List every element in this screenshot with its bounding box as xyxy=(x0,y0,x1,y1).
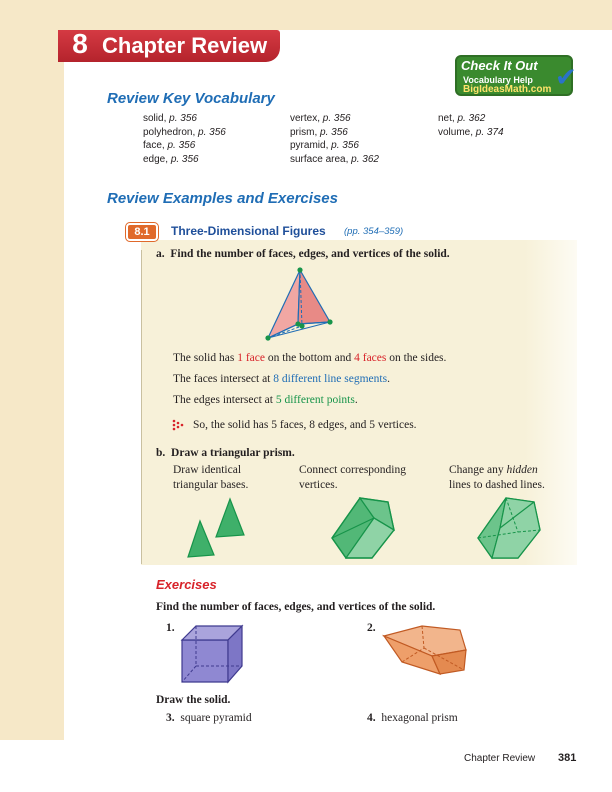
vocabulary-term: prism, p. 356 xyxy=(290,126,348,138)
example-a-line-2: The faces intersect at 8 different line segments. xyxy=(173,373,390,385)
section-title: Three-Dimensional Figures xyxy=(171,224,326,238)
example-a-line-1: The solid has 1 face on the bottom and 4 faces on the sides. xyxy=(173,352,447,364)
square-pyramid-figure xyxy=(258,266,338,344)
examples-heading: Review Examples and Exercises xyxy=(107,190,338,207)
example-a-line-3: The edges intersect at 5 different points. xyxy=(173,394,358,406)
vocabulary-column-3 xyxy=(438,112,504,139)
page-number: 381 xyxy=(558,752,577,764)
checkmark-icon: ✔ xyxy=(555,63,577,93)
exercises-instruction-2: Draw the solid. xyxy=(156,694,231,706)
vocabulary-term: surface area, p. 362 xyxy=(290,153,379,165)
vocabulary-column-1 xyxy=(143,112,226,166)
example-a-conclusion: So, the solid has 5 faces, 8 edges, and 5 vertices. xyxy=(193,419,417,431)
footer-label: Chapter Review xyxy=(464,753,536,764)
section-pages: (pp. 354–359) xyxy=(344,226,404,237)
vocabulary-term: vertex, p. 356 xyxy=(290,113,351,124)
vocabulary-column-2 xyxy=(290,112,379,166)
connected-prism-figure xyxy=(326,494,398,562)
chapter-title: Chapter Review xyxy=(102,33,268,58)
cube-figure xyxy=(180,624,246,684)
vocabulary-term: pyramid, p. 356 xyxy=(290,140,359,151)
example-a-prompt: a. Find the number of faces, edges, and vertices of the solid. xyxy=(156,248,450,260)
example-b-step-2: Connect corresponding vertices. xyxy=(299,464,406,491)
pentagonal-prism-figure xyxy=(380,622,472,678)
left-band xyxy=(0,0,64,740)
exercise-item: 4. hexagonal prism xyxy=(367,712,458,724)
vocabulary-term: polyhedron, p. 356 xyxy=(143,126,226,138)
check-it-out-site: BigIdeasMath.com xyxy=(463,84,552,95)
vocabulary-term: face, p. 356 xyxy=(143,140,196,151)
check-it-out-badge[interactable] xyxy=(455,55,577,96)
triangular-bases-figure xyxy=(186,495,248,561)
vocabulary-term: volume, p. 374 xyxy=(438,126,504,138)
section-badge: 8.1 xyxy=(126,223,158,241)
example-b-step-3: Change any hidden lines to dashed lines. xyxy=(449,464,545,491)
exercise-number: 2. xyxy=(367,622,376,634)
section-divider xyxy=(141,250,142,564)
chapter-number: 8 xyxy=(72,28,88,59)
vocabulary-term: solid, p. 356 xyxy=(143,113,197,124)
example-b-step-1: Draw identical triangular bases. xyxy=(173,464,249,491)
exercise-item: 3. square pyramid xyxy=(166,712,252,724)
vocabulary-heading: Review Key Vocabulary xyxy=(107,90,275,107)
check-it-out-title: Check It Out xyxy=(461,58,538,73)
check-it-out-subtitle: Vocabulary Help xyxy=(463,75,533,85)
exercises-heading: Exercises xyxy=(156,577,217,592)
exercise-number: 1. xyxy=(166,622,175,634)
vocabulary-term: net, p. 362 xyxy=(438,113,486,124)
example-b-prompt: b. Draw a triangular prism. xyxy=(156,447,295,459)
top-band xyxy=(0,0,612,30)
vocabulary-term: edge, p. 356 xyxy=(143,153,199,165)
dashed-prism-figure xyxy=(472,494,544,562)
conclusion-arrow-icon xyxy=(172,419,184,431)
exercises-instruction-1: Find the number of faces, edges, and vertices of the solid. xyxy=(156,601,436,613)
